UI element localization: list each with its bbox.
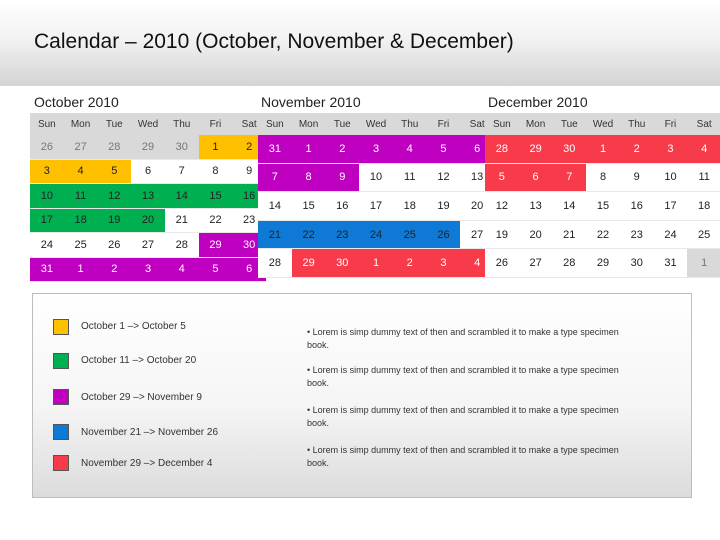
day-cell[interactable]: 2 bbox=[325, 135, 359, 163]
day-cell[interactable]: 29 bbox=[292, 249, 326, 277]
day-cell[interactable]: 13 bbox=[460, 164, 494, 192]
day-cell[interactable]: 19 bbox=[97, 209, 131, 233]
day-cell[interactable]: 25 bbox=[64, 233, 98, 257]
day-cell[interactable]: 2 bbox=[620, 135, 654, 163]
day-cell[interactable]: 13 bbox=[519, 192, 553, 220]
weekday-label: Wed bbox=[592, 118, 614, 130]
day-cell[interactable]: 1 bbox=[292, 135, 326, 163]
day-cell[interactable]: 7 bbox=[552, 164, 586, 192]
day-cell[interactable]: 22 bbox=[199, 209, 233, 233]
day-cell[interactable]: 16 bbox=[232, 184, 266, 208]
day-cell[interactable]: 18 bbox=[393, 192, 427, 220]
day-cell[interactable]: 9 bbox=[325, 164, 359, 192]
page-title: Calendar – 2010 (October, November & December) bbox=[34, 30, 514, 53]
week-row bbox=[30, 233, 266, 258]
day-cell[interactable]: 21 bbox=[552, 221, 586, 249]
bullet-text: • Lorem is simp dummy text of then and scrambled it to make a type specimen book. bbox=[307, 405, 619, 428]
day-cell[interactable]: 3 bbox=[654, 135, 688, 163]
day-cell[interactable]: 28 bbox=[97, 135, 131, 159]
day-cell[interactable]: 6 bbox=[460, 135, 494, 163]
day-cell[interactable]: 4 bbox=[64, 160, 98, 184]
legend-swatch-yellow bbox=[53, 319, 69, 335]
week-row bbox=[258, 164, 494, 193]
calendar-november bbox=[258, 113, 494, 278]
day-cell[interactable]: 17 bbox=[30, 209, 64, 233]
day-cell[interactable]: 8 bbox=[586, 164, 620, 192]
day-grid bbox=[258, 135, 494, 278]
week-row bbox=[30, 184, 266, 209]
day-cell[interactable]: 24 bbox=[30, 233, 64, 257]
day-cell[interactable]: 23 bbox=[620, 221, 654, 249]
day-cell[interactable]: 1 bbox=[687, 249, 720, 277]
day-cell[interactable]: 26 bbox=[427, 221, 461, 249]
week-row bbox=[485, 135, 720, 164]
day-cell[interactable]: 18 bbox=[64, 209, 98, 233]
day-cell[interactable]: 4 bbox=[393, 135, 427, 163]
day-cell[interactable]: 30 bbox=[552, 135, 586, 163]
day-cell[interactable]: 14 bbox=[552, 192, 586, 220]
day-cell[interactable]: 11 bbox=[393, 164, 427, 192]
title-banner bbox=[0, 0, 720, 86]
weekday-header bbox=[485, 113, 720, 135]
legend-item bbox=[53, 319, 69, 335]
day-cell[interactable]: 10 bbox=[654, 164, 688, 192]
day-cell[interactable]: 5 bbox=[97, 160, 131, 184]
day-grid bbox=[30, 135, 266, 282]
day-cell[interactable]: 5 bbox=[427, 135, 461, 163]
legend-label: November 21 –> November 26 bbox=[81, 427, 219, 438]
day-cell[interactable]: 10 bbox=[359, 164, 393, 192]
day-cell[interactable]: 28 bbox=[552, 249, 586, 277]
weekday-label: Thu bbox=[173, 118, 191, 130]
weekday-label: Thu bbox=[628, 118, 646, 130]
week-row bbox=[485, 249, 720, 278]
day-cell[interactable]: 27 bbox=[131, 233, 165, 257]
weekday-label: Fri bbox=[437, 118, 450, 130]
day-cell[interactable]: 12 bbox=[485, 192, 519, 220]
day-cell[interactable]: 14 bbox=[258, 192, 292, 220]
day-cell[interactable]: 11 bbox=[687, 164, 720, 192]
weekday-label: Fri bbox=[664, 118, 677, 130]
weekday-label: Mon bbox=[298, 118, 319, 130]
week-row bbox=[258, 192, 494, 221]
day-cell[interactable]: 1 bbox=[586, 135, 620, 163]
weekday-label: Wed bbox=[137, 118, 159, 130]
weekday-label: Sat bbox=[696, 118, 712, 130]
day-cell[interactable]: 29 bbox=[586, 249, 620, 277]
day-cell[interactable]: 23 bbox=[325, 221, 359, 249]
day-cell[interactable]: 25 bbox=[687, 221, 720, 249]
day-cell[interactable]: 16 bbox=[620, 192, 654, 220]
day-cell[interactable]: 8 bbox=[199, 160, 233, 184]
week-row bbox=[485, 164, 720, 193]
day-cell[interactable]: 4 bbox=[165, 258, 199, 282]
weekday-label: Sun bbox=[265, 118, 284, 130]
day-cell[interactable]: 26 bbox=[485, 249, 519, 277]
day-cell[interactable]: 30 bbox=[620, 249, 654, 277]
day-cell[interactable]: 1 bbox=[199, 135, 233, 159]
weekday-label: Tue bbox=[560, 118, 578, 130]
day-cell[interactable]: 7 bbox=[258, 164, 292, 192]
weekday-label: Sun bbox=[37, 118, 56, 130]
day-cell[interactable]: 15 bbox=[292, 192, 326, 220]
day-cell[interactable]: 28 bbox=[165, 233, 199, 257]
day-cell[interactable]: 24 bbox=[359, 221, 393, 249]
day-cell[interactable]: 2 bbox=[97, 258, 131, 282]
day-cell[interactable]: 31 bbox=[654, 249, 688, 277]
bullet-text: • Lorem is simp dummy text of then and scrambled it to make a type specimen book. bbox=[307, 445, 619, 468]
week-row bbox=[30, 258, 266, 283]
day-cell[interactable]: 27 bbox=[519, 249, 553, 277]
legend-swatch-purple bbox=[53, 389, 69, 405]
weekday-label: Fri bbox=[209, 118, 222, 130]
weekday-label: Sat bbox=[469, 118, 485, 130]
day-cell[interactable]: 12 bbox=[427, 164, 461, 192]
day-cell[interactable]: 20 bbox=[131, 209, 165, 233]
day-cell[interactable]: 30 bbox=[232, 233, 266, 257]
day-cell[interactable]: 26 bbox=[97, 233, 131, 257]
day-cell[interactable]: 29 bbox=[519, 135, 553, 163]
legend-item bbox=[53, 353, 69, 369]
bullet-text: • Lorem is simp dummy text of then and scrambled it to make a type specimen book. bbox=[307, 365, 619, 388]
day-cell[interactable]: 1 bbox=[359, 249, 393, 277]
day-cell[interactable]: 24 bbox=[654, 221, 688, 249]
day-cell[interactable]: 20 bbox=[519, 221, 553, 249]
day-cell[interactable]: 7 bbox=[165, 160, 199, 184]
legend-label: October 11 –> October 20 bbox=[81, 355, 197, 366]
day-cell[interactable]: 31 bbox=[30, 258, 64, 282]
day-cell[interactable]: 4 bbox=[460, 249, 494, 277]
week-row bbox=[30, 135, 266, 160]
day-cell[interactable]: 29 bbox=[131, 135, 165, 159]
day-cell[interactable]: 1 bbox=[64, 258, 98, 282]
weekday-label: Tue bbox=[333, 118, 351, 130]
day-cell[interactable]: 23 bbox=[232, 209, 266, 233]
weekday-label: Wed bbox=[365, 118, 387, 130]
day-cell[interactable]: 16 bbox=[325, 192, 359, 220]
legend-swatch-red bbox=[53, 455, 69, 471]
month-title-october: October 2010 bbox=[34, 94, 119, 110]
legend-label: October 1 –> October 5 bbox=[81, 321, 186, 332]
legend-swatch-green bbox=[53, 353, 69, 369]
day-cell[interactable]: 2 bbox=[232, 135, 266, 159]
day-cell[interactable]: 28 bbox=[485, 135, 519, 163]
day-cell[interactable]: 30 bbox=[165, 135, 199, 159]
day-cell[interactable]: 17 bbox=[654, 192, 688, 220]
week-row bbox=[485, 192, 720, 221]
day-cell[interactable]: 9 bbox=[620, 164, 654, 192]
week-row bbox=[30, 209, 266, 234]
week-row bbox=[258, 249, 494, 278]
legend-label: November 29 –> December 4 bbox=[81, 458, 213, 469]
weekday-label: Tue bbox=[105, 118, 123, 130]
legend-item bbox=[53, 424, 69, 440]
week-row bbox=[258, 135, 494, 164]
day-cell[interactable]: 13 bbox=[131, 184, 165, 208]
day-cell[interactable]: 14 bbox=[165, 184, 199, 208]
day-cell[interactable]: 20 bbox=[460, 192, 494, 220]
day-cell[interactable]: 12 bbox=[97, 184, 131, 208]
day-cell[interactable]: 27 bbox=[460, 221, 494, 249]
weekday-label: Mon bbox=[70, 118, 91, 130]
weekday-label: Sat bbox=[241, 118, 257, 130]
day-cell[interactable]: 2 bbox=[393, 249, 427, 277]
week-row bbox=[485, 221, 720, 250]
day-cell[interactable]: 3 bbox=[30, 160, 64, 184]
day-cell[interactable]: 22 bbox=[586, 221, 620, 249]
weekday-label: Sun bbox=[492, 118, 511, 130]
day-cell[interactable]: 22 bbox=[292, 221, 326, 249]
day-cell[interactable]: 26 bbox=[30, 135, 64, 159]
day-cell[interactable]: 19 bbox=[485, 221, 519, 249]
day-cell[interactable]: 6 bbox=[131, 160, 165, 184]
day-cell[interactable]: 3 bbox=[427, 249, 461, 277]
day-cell[interactable]: 6 bbox=[519, 164, 553, 192]
day-cell[interactable]: 21 bbox=[165, 209, 199, 233]
day-cell[interactable]: 4 bbox=[687, 135, 720, 163]
day-cell[interactable]: 25 bbox=[393, 221, 427, 249]
weekday-label: Mon bbox=[525, 118, 546, 130]
legend-item bbox=[53, 389, 69, 405]
week-row bbox=[258, 221, 494, 250]
day-cell[interactable]: 31 bbox=[258, 135, 292, 163]
day-cell[interactable]: 15 bbox=[199, 184, 233, 208]
legend-item bbox=[53, 455, 69, 471]
day-cell[interactable]: 21 bbox=[258, 221, 292, 249]
day-cell[interactable]: 15 bbox=[586, 192, 620, 220]
legend-panel bbox=[32, 293, 692, 498]
weekday-header bbox=[30, 113, 266, 135]
day-cell[interactable]: 29 bbox=[199, 233, 233, 257]
day-cell[interactable]: 18 bbox=[687, 192, 720, 220]
day-grid bbox=[485, 135, 720, 278]
month-title-november: November 2010 bbox=[261, 94, 361, 110]
day-cell[interactable]: 11 bbox=[64, 184, 98, 208]
legend-swatch-blue bbox=[53, 424, 69, 440]
day-cell[interactable]: 3 bbox=[131, 258, 165, 282]
day-cell[interactable]: 17 bbox=[359, 192, 393, 220]
day-cell[interactable]: 27 bbox=[64, 135, 98, 159]
day-cell[interactable]: 8 bbox=[292, 164, 326, 192]
weekday-label: Thu bbox=[401, 118, 419, 130]
calendar-october bbox=[30, 113, 266, 282]
day-cell[interactable]: 6 bbox=[232, 258, 266, 282]
month-title-december: December 2010 bbox=[488, 94, 588, 110]
day-cell[interactable]: 19 bbox=[427, 192, 461, 220]
weekday-header bbox=[258, 113, 494, 135]
bullet-text: • Lorem is simp dummy text of then and scrambled it to make a type specimen book. bbox=[307, 327, 619, 350]
week-row bbox=[30, 160, 266, 185]
day-cell[interactable]: 30 bbox=[325, 249, 359, 277]
day-cell[interactable]: 28 bbox=[258, 249, 292, 277]
day-cell[interactable]: 5 bbox=[199, 258, 233, 282]
day-cell[interactable]: 10 bbox=[30, 184, 64, 208]
day-cell[interactable]: 5 bbox=[485, 164, 519, 192]
day-cell[interactable]: 9 bbox=[232, 160, 266, 184]
day-cell[interactable]: 3 bbox=[359, 135, 393, 163]
calendar-december bbox=[485, 113, 720, 278]
legend-label: October 29 –> November 9 bbox=[81, 392, 202, 403]
